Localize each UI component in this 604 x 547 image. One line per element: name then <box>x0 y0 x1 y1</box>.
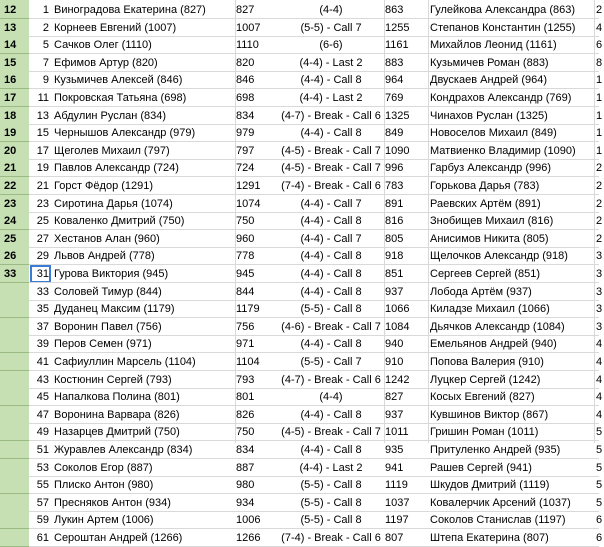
cell-rating[interactable]: 844 <box>236 285 255 298</box>
cell-opponent-name[interactable]: Знобищев Михаил (816) <box>430 215 554 228</box>
cell-player-name[interactable]: Напалкова Полина (801) <box>54 391 180 404</box>
cell-next-column[interactable]: 6 <box>596 514 603 527</box>
cell-opponent-name[interactable]: Кувшинов Виктор (867) <box>430 408 549 421</box>
table-row <box>0 89 603 107</box>
row-header[interactable]: 26 <box>0 247 29 265</box>
cell-next-column[interactable]: 4 <box>596 373 603 386</box>
cell-number[interactable]: 1 <box>42 4 49 16</box>
cell-opponent-rating[interactable]: 941 <box>385 461 404 474</box>
cell-player-name[interactable]: Плиско Антон (980) <box>54 479 154 492</box>
cell-number[interactable]: 45 <box>36 391 49 404</box>
cell-rating[interactable]: 801 <box>236 391 255 404</box>
cell-player-name[interactable]: Воронин Павел (756) <box>54 320 162 333</box>
cell-next-column[interactable]: 4 <box>596 338 603 351</box>
cell-opponent-name[interactable]: Щелочков Александр (918) <box>430 250 568 263</box>
table-row <box>0 54 603 72</box>
table-row <box>0 300 603 318</box>
cell-rating[interactable]: 827 <box>236 4 255 16</box>
cell-result[interactable]: (4-4) <box>319 391 343 404</box>
cell-result[interactable]: (4-5) - Break - Call 7 <box>281 162 381 175</box>
cell-player-name[interactable]: Сероштан Андрей (1266) <box>54 532 183 544</box>
cell-result[interactable]: (4-6) - Break - Call 7 <box>281 320 381 333</box>
cell-opponent-rating[interactable]: 937 <box>385 285 404 298</box>
cell-result[interactable]: (4-4) - Call 8 <box>300 408 362 421</box>
cell-next-column[interactable]: 1 <box>596 92 603 104</box>
row-header[interactable]: 13 <box>0 19 29 37</box>
cell-rating[interactable]: 756 <box>236 320 255 333</box>
table-row <box>0 107 603 125</box>
cell-rating[interactable]: 1074 <box>236 197 261 210</box>
table-row <box>0 335 603 353</box>
cell-next-column[interactable]: 5 <box>596 496 603 509</box>
cell-number[interactable]: 43 <box>36 373 49 386</box>
cell-opponent-rating[interactable]: 769 <box>385 92 404 104</box>
cell-rating[interactable]: 750 <box>236 426 255 439</box>
cell-number[interactable]: 41 <box>36 356 49 368</box>
cell-player-name[interactable]: Кузьмичев Алексей (846) <box>54 74 183 87</box>
cell-result[interactable]: (4-4) - Call 8 <box>300 268 362 280</box>
cell-number[interactable]: 59 <box>36 514 49 527</box>
cell-number[interactable]: 37 <box>36 320 49 333</box>
table-row <box>0 124 603 142</box>
cell-next-column[interactable]: 2 <box>596 232 603 245</box>
cell-next-column[interactable]: 1 <box>596 74 603 87</box>
cell-opponent-name[interactable]: Косых Евгений (827) <box>430 391 535 404</box>
cell-next-column[interactable]: 5 <box>596 444 603 456</box>
cell-rating[interactable]: 1110 <box>236 39 259 52</box>
table-row <box>0 142 603 160</box>
cell-opponent-rating[interactable]: 851 <box>385 268 404 280</box>
cell-rating[interactable]: 1266 <box>236 532 261 544</box>
cell-number[interactable]: 31 <box>30 265 51 283</box>
row-header[interactable] <box>0 476 29 494</box>
cell-player-name[interactable]: Хестанов Алан (960) <box>54 232 160 245</box>
cell-player-name[interactable]: Щеголев Михаил (797) <box>54 144 170 157</box>
cell-next-column[interactable]: 2 <box>596 162 603 175</box>
cell-player-name[interactable]: Назарцев Дмитрий (750) <box>54 426 180 439</box>
cell-result[interactable]: (4-4) - Last 2 <box>299 461 363 474</box>
cell-rating[interactable]: 1291 <box>236 180 261 192</box>
cell-opponent-rating[interactable]: 805 <box>385 232 404 245</box>
cell-opponent-name[interactable]: Притуленко Андрей (935) <box>430 444 561 456</box>
cell-result[interactable]: (4-7) - Break - Call 6 <box>281 373 381 386</box>
cell-rating[interactable]: 698 <box>236 92 255 104</box>
cell-rating[interactable]: 826 <box>236 408 255 421</box>
cell-result[interactable]: (4-7) - Break - Call 6 <box>281 109 381 122</box>
cell-rating[interactable]: 887 <box>236 461 255 474</box>
table-row <box>0 283 603 301</box>
cell-opponent-rating[interactable]: 1325 <box>385 109 410 122</box>
cell-rating[interactable]: 820 <box>236 56 255 69</box>
cell-number[interactable]: 23 <box>36 197 49 210</box>
cell-next-column[interactable]: 4 <box>596 21 603 34</box>
cell-result[interactable]: (4-4) - Call 8 <box>300 285 362 298</box>
cell-number[interactable]: 39 <box>36 338 49 351</box>
cell-opponent-rating[interactable]: 807 <box>385 532 404 544</box>
cell-opponent-name[interactable]: Сергеев Сергей (851) <box>430 268 541 280</box>
cell-rating[interactable]: 980 <box>236 479 255 492</box>
cell-opponent-rating[interactable]: 863 <box>385 4 404 16</box>
cell-result[interactable]: (4-4) - Last 2 <box>299 92 363 104</box>
cell-number[interactable]: 13 <box>36 109 49 122</box>
cell-next-column[interactable]: 8 <box>596 56 603 69</box>
cell-result[interactable]: (4-4) - Call 8 <box>300 127 362 140</box>
cell-opponent-rating[interactable]: 849 <box>385 127 404 140</box>
table-row <box>0 230 603 248</box>
table-row <box>0 318 603 336</box>
cell-number[interactable]: 11 <box>37 92 49 104</box>
cell-rating[interactable]: 1007 <box>236 21 261 34</box>
cell-result[interactable]: (7-4) - Break - Call 6 <box>281 532 381 544</box>
cell-result[interactable]: (4-4) - Call 7 <box>300 197 362 210</box>
cell-number[interactable]: 51 <box>36 444 49 456</box>
cell-opponent-name[interactable]: Гарбуз Александр (996) <box>430 162 552 175</box>
cell-number[interactable]: 7 <box>42 56 49 69</box>
cell-result[interactable]: (5-5) - Call 7 <box>300 356 362 368</box>
cell-result[interactable]: (5-5) - Call 8 <box>300 303 362 316</box>
table-row <box>0 1 603 19</box>
cell-rating[interactable]: 750 <box>236 215 255 228</box>
row-header[interactable]: 23 <box>0 195 29 213</box>
cell-player-name[interactable]: Покровская Татьяна (698) <box>54 92 187 104</box>
row-header[interactable]: 21 <box>0 159 29 177</box>
cell-number[interactable]: 5 <box>42 39 49 52</box>
cell-next-column[interactable]: 2 <box>596 197 603 210</box>
row-header[interactable]: 33 <box>0 265 29 283</box>
cell-player-name[interactable]: Корнеев Евгений (1007) <box>54 21 177 34</box>
cell-result[interactable]: (4-4) - Call 8 <box>300 74 362 87</box>
cell-next-column[interactable]: 2 <box>596 215 603 228</box>
cell-rating[interactable]: 1104 <box>236 356 260 368</box>
table-row <box>0 511 603 529</box>
cell-player-name[interactable]: Коваленко Дмитрий (750) <box>54 215 185 228</box>
table-row <box>0 159 603 177</box>
cell-opponent-rating[interactable]: 827 <box>385 391 404 404</box>
cell-opponent-name[interactable]: Михайлов Леонид (1161) <box>430 39 557 52</box>
cell-result[interactable]: (4-4) - Call 8 <box>300 215 362 228</box>
cell-number[interactable]: 15 <box>36 127 49 140</box>
cell-opponent-name[interactable]: Анисимов Никита (805) <box>430 232 549 245</box>
row-header[interactable] <box>0 511 29 529</box>
cell-next-column[interactable]: 3 <box>596 320 603 333</box>
cell-opponent-rating[interactable]: 1255 <box>385 21 410 34</box>
table-row <box>0 71 603 89</box>
cell-opponent-rating[interactable]: 937 <box>385 408 404 421</box>
cell-rating[interactable]: 778 <box>236 250 255 263</box>
cell-result[interactable]: (5-5) - Call 8 <box>300 496 362 509</box>
cell-player-name[interactable]: Дуданец Максим (1179) <box>54 303 175 316</box>
cell-result[interactable]: (4-4) <box>319 4 343 16</box>
cell-opponent-rating[interactable]: 935 <box>385 444 404 456</box>
cell-rating[interactable]: 793 <box>236 373 255 386</box>
cell-opponent-rating[interactable]: 883 <box>385 56 404 69</box>
cell-opponent-rating[interactable]: 1066 <box>385 303 410 316</box>
table-row <box>0 494 603 512</box>
cell-player-name[interactable]: Лукин Артем (1006) <box>54 514 154 527</box>
cell-number[interactable]: 61 <box>36 532 49 544</box>
row-header[interactable] <box>0 318 29 336</box>
cell-player-name[interactable]: Виноградова Екатерина (827) <box>54 4 206 16</box>
cell-rating[interactable]: 846 <box>236 74 255 87</box>
table-row <box>0 441 603 459</box>
cell-player-name[interactable]: Перов Семен (971) <box>54 338 152 351</box>
cell-opponent-rating[interactable]: 964 <box>385 74 404 87</box>
cell-result[interactable]: (4-4) - Call 7 <box>300 232 362 245</box>
cell-opponent-rating[interactable]: 918 <box>385 250 404 263</box>
row-header[interactable] <box>0 388 29 406</box>
table-row <box>0 459 603 477</box>
table-row <box>0 19 603 37</box>
cell-player-name[interactable]: Чернышов Александр (979) <box>54 127 196 140</box>
cell-result[interactable]: (5-5) - Call 8 <box>300 479 362 492</box>
cell-opponent-name[interactable]: Гришин Роман (1011) <box>430 426 539 439</box>
table-row <box>0 529 603 547</box>
cell-next-column[interactable]: 3 <box>596 250 603 263</box>
cell-opponent-name[interactable]: Дьячков Александр (1084) <box>430 320 565 333</box>
cell-opponent-rating[interactable]: 1242 <box>385 373 410 386</box>
cell-number[interactable]: 49 <box>36 426 49 439</box>
cell-player-name[interactable]: Журавлев Александр (834) <box>54 444 193 456</box>
cell-rating[interactable]: 971 <box>236 338 255 351</box>
table-row <box>0 265 603 283</box>
cell-opponent-name[interactable]: Соколов Станислав (1197) <box>430 514 566 527</box>
cell-opponent-name[interactable]: Горькова Дарья (783) <box>430 180 540 192</box>
cell-opponent-rating[interactable]: 1197 <box>385 514 409 527</box>
cell-opponent-rating[interactable]: 1119 <box>385 479 408 492</box>
row-header[interactable] <box>0 371 29 389</box>
cell-player-name[interactable]: Сачков Олег (1110) <box>54 39 152 52</box>
cell-next-column[interactable]: 1 <box>596 109 603 122</box>
cell-rating[interactable]: 1006 <box>236 514 261 527</box>
cell-opponent-name[interactable]: Степанов Константин (1255) <box>430 21 576 34</box>
cell-player-name[interactable]: Ефимов Артур (820) <box>54 56 158 69</box>
cell-number[interactable]: 47 <box>36 408 49 421</box>
cell-player-name[interactable]: Гурова Виктория (945) <box>54 268 169 280</box>
cell-opponent-rating[interactable]: 1161 <box>385 39 409 52</box>
cell-opponent-name[interactable]: Луцкер Сергей (1242) <box>430 373 541 386</box>
cell-opponent-rating[interactable]: 783 <box>385 180 404 192</box>
cell-next-column[interactable]: 2 <box>596 4 603 16</box>
cell-opponent-name[interactable]: Шкудов Дмитрий (1119) <box>430 479 550 492</box>
cell-number[interactable]: 9 <box>42 74 49 87</box>
cell-player-name[interactable]: Павлов Александр (724) <box>54 162 179 175</box>
cell-next-column[interactable]: 6 <box>596 39 603 52</box>
row-header[interactable]: 25 <box>0 230 29 248</box>
cell-number[interactable]: 57 <box>36 496 49 509</box>
row-header[interactable]: 16 <box>0 71 29 89</box>
cell-opponent-name[interactable]: Попова Валерия (910) <box>430 356 544 368</box>
cell-opponent-rating[interactable]: 996 <box>385 162 404 175</box>
cell-opponent-name[interactable]: Ковалерчик Арсений (1037) <box>430 496 571 509</box>
cell-rating[interactable]: 834 <box>236 444 255 456</box>
row-header[interactable]: 15 <box>0 54 29 72</box>
cell-opponent-rating[interactable]: 940 <box>385 338 404 351</box>
cell-rating[interactable]: 934 <box>236 496 255 509</box>
cell-rating[interactable]: 797 <box>236 144 255 157</box>
cell-number[interactable]: 53 <box>36 461 49 474</box>
cell-opponent-name[interactable]: Матвиенко Владимир (1090) <box>430 144 576 157</box>
cell-number[interactable]: 35 <box>36 303 49 316</box>
table-row <box>0 212 603 230</box>
cell-result[interactable]: (6-6) <box>319 39 343 52</box>
row-header[interactable] <box>0 494 29 512</box>
cell-next-column[interactable]: 4 <box>596 356 603 368</box>
row-header[interactable] <box>0 300 29 318</box>
cell-rating[interactable]: 979 <box>236 127 255 140</box>
cell-opponent-name[interactable]: Гулейкова Александра (863) <box>430 4 575 16</box>
cell-rating[interactable]: 724 <box>236 162 255 175</box>
cell-player-name[interactable]: Соловей Тимур (844) <box>54 285 162 298</box>
cell-opponent-rating[interactable]: 891 <box>385 197 404 210</box>
cell-number[interactable]: 55 <box>36 479 49 492</box>
cell-player-name[interactable]: Горст Фёдор (1291) <box>54 180 154 192</box>
cell-player-name[interactable]: Костюнин Сергей (793) <box>54 373 172 386</box>
cell-opponent-rating[interactable]: 816 <box>385 215 404 228</box>
cell-opponent-name[interactable]: Емельянов Андрей (940) <box>430 338 557 351</box>
cell-opponent-rating[interactable]: 1037 <box>385 496 410 509</box>
row-header[interactable] <box>0 459 29 477</box>
cell-next-column[interactable]: 4 <box>596 391 603 404</box>
cell-opponent-name[interactable]: Новоселов Михаил (849) <box>430 127 557 140</box>
cell-opponent-name[interactable]: Киладзе Михаил (1066) <box>430 303 550 316</box>
cell-number[interactable]: 29 <box>36 250 49 263</box>
cell-rating[interactable]: 834 <box>236 109 255 122</box>
cell-result[interactable]: (4-5) - Break - Call 7 <box>281 426 381 439</box>
cell-opponent-name[interactable]: Раевских Артём (891) <box>430 197 541 210</box>
row-header[interactable]: 22 <box>0 177 29 195</box>
cell-opponent-rating[interactable]: 910 <box>385 356 404 368</box>
row-header[interactable] <box>0 423 29 441</box>
row-header[interactable]: 24 <box>0 212 29 230</box>
cell-next-column[interactable]: 3 <box>596 285 603 298</box>
cell-next-column[interactable]: 1 <box>596 127 603 140</box>
table-row <box>0 195 603 213</box>
cell-number[interactable]: 19 <box>36 162 49 175</box>
cell-opponent-name[interactable]: Лобода Артём (937) <box>430 285 532 298</box>
row-header[interactable] <box>0 529 29 547</box>
cell-opponent-name[interactable]: Кондрахов Александр (769) <box>430 92 572 104</box>
cell-opponent-name[interactable]: Кузьмичев Роман (883) <box>430 56 549 69</box>
cell-result[interactable]: (4-4) - Call 8 <box>300 444 362 456</box>
cell-number[interactable]: 17 <box>36 144 49 157</box>
cell-rating[interactable]: 1179 <box>236 303 260 316</box>
cell-next-column[interactable]: 2 <box>596 180 603 192</box>
table-row <box>0 177 603 195</box>
cell-number[interactable]: 27 <box>36 232 49 245</box>
cell-next-column[interactable]: 3 <box>596 268 603 280</box>
row-header[interactable]: 20 <box>0 142 29 160</box>
row-header[interactable] <box>0 406 29 424</box>
cell-result[interactable]: (4-4) - Call 8 <box>300 250 362 263</box>
cell-rating[interactable]: 960 <box>236 232 255 245</box>
cell-player-name[interactable]: Сиротина Дарья (1074) <box>54 197 173 210</box>
cell-result[interactable]: (4-4) - Last 2 <box>299 56 363 69</box>
cell-opponent-rating[interactable]: 1011 <box>385 426 409 439</box>
cell-result[interactable]: (5-5) - Call 7 <box>300 21 362 34</box>
cell-player-name[interactable]: Соколов Егор (887) <box>54 461 153 474</box>
cell-opponent-name[interactable]: Чинахов Руслан (1325) <box>430 109 548 122</box>
row-header[interactable]: 14 <box>0 36 29 54</box>
table-row <box>0 423 603 441</box>
row-header[interactable] <box>0 441 29 459</box>
row-header[interactable]: 12 <box>0 1 29 19</box>
cell-opponent-rating[interactable]: 1084 <box>385 320 410 333</box>
table-row <box>0 247 603 265</box>
cell-next-column[interactable]: 5 <box>596 426 603 439</box>
table-row <box>0 388 603 406</box>
cell-result[interactable]: (4-4) - Call 8 <box>300 338 362 351</box>
cell-next-column[interactable]: 1 <box>596 144 603 157</box>
row-header[interactable]: 18 <box>0 107 29 125</box>
cell-result[interactable]: (5-5) - Call 8 <box>300 514 362 527</box>
row-header[interactable]: 17 <box>0 89 29 107</box>
row-header[interactable] <box>0 283 29 301</box>
cell-player-name[interactable]: Пресняков Антон (934) <box>54 496 171 509</box>
cell-number[interactable]: 33 <box>36 285 49 298</box>
cell-number[interactable]: 25 <box>36 215 49 228</box>
cell-next-column[interactable]: 6 <box>596 532 603 544</box>
cell-next-column[interactable]: 4 <box>596 408 603 421</box>
cell-opponent-name[interactable]: Двускаев Андрей (964) <box>430 74 548 87</box>
row-header[interactable] <box>0 335 29 353</box>
cell-opponent-name[interactable]: Рашев Сергей (941) <box>430 461 532 474</box>
cell-player-name[interactable]: Воронина Варвара (826) <box>54 408 180 421</box>
cell-player-name[interactable]: Львов Андрей (778) <box>54 250 155 263</box>
table-row <box>0 406 603 424</box>
cell-next-column[interactable]: 3 <box>596 303 603 316</box>
cell-opponent-name[interactable]: Штепа Екатерина (807) <box>430 532 549 544</box>
table-row <box>0 353 603 371</box>
cell-player-name[interactable]: Абдулин Руслан (834) <box>54 109 167 122</box>
cell-result[interactable]: (7-4) - Break - Call 6 <box>281 180 381 192</box>
cell-player-name[interactable]: Сафиуллин Марсель (1104) <box>54 356 196 368</box>
cell-next-column[interactable]: 5 <box>596 479 603 492</box>
cell-opponent-rating[interactable]: 1090 <box>385 144 410 157</box>
table-row <box>0 371 603 389</box>
cell-number[interactable]: 21 <box>36 180 49 192</box>
table-row <box>0 36 603 54</box>
cell-next-column[interactable]: 5 <box>596 461 603 474</box>
row-header[interactable] <box>0 353 29 371</box>
cell-result[interactable]: (4-5) - Break - Call 7 <box>281 144 381 157</box>
cell-rating[interactable]: 945 <box>236 268 255 280</box>
table-row <box>0 476 603 494</box>
row-header[interactable]: 19 <box>0 124 29 142</box>
cell-number[interactable]: 2 <box>42 21 49 34</box>
